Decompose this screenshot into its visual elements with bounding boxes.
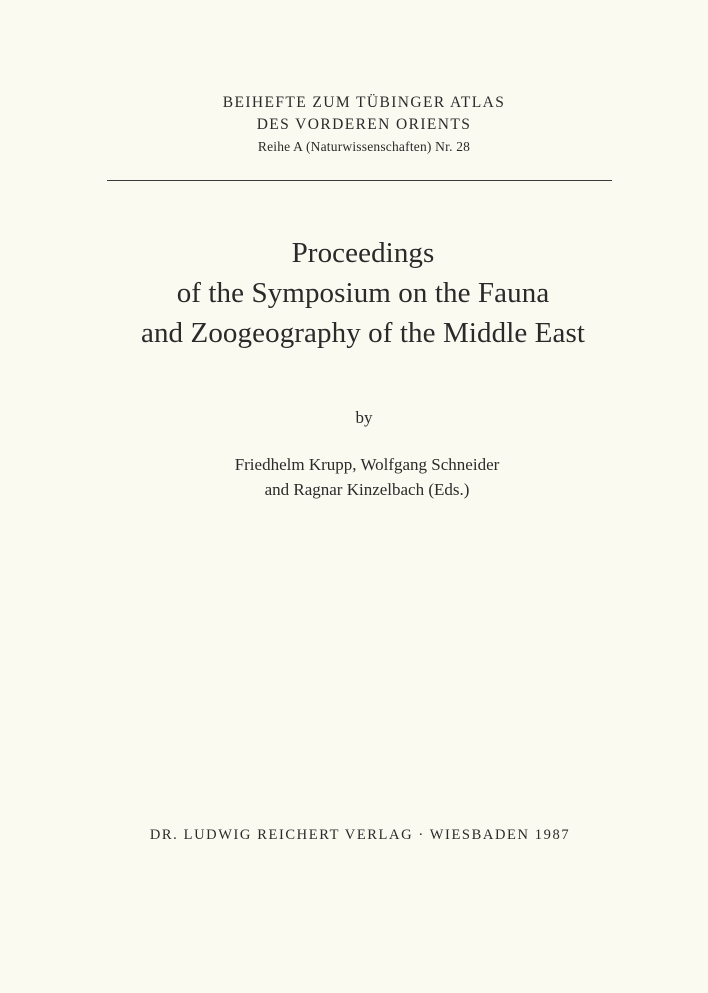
series-line-3: Reihe A (Naturwissenschaften) Nr. 28 xyxy=(257,139,471,154)
book-title xyxy=(0,233,708,353)
authors-line-1: Friedhelm Krupp, Wolfgang Schneider xyxy=(234,455,500,474)
series-line-1: BEIHEFTE ZUM TÜBINGER ATLAS xyxy=(222,94,506,111)
authors-line-2: and Ragnar Kinzelbach (Eds.) xyxy=(264,480,470,499)
publisher-imprint: DR. LUDWIG REICHERT VERLAG · WIESBADEN 1987 xyxy=(149,827,571,843)
title-line-1: Proceedings xyxy=(291,237,435,269)
by-label: by xyxy=(355,408,373,427)
horizontal-rule xyxy=(107,180,612,181)
series-line-2: DES VORDEREN ORIENTS xyxy=(256,116,472,133)
title-line-3: and Zoogeography of the Middle East xyxy=(140,317,586,349)
title-line-2: of the Symposium on the Fauna xyxy=(176,277,550,309)
series-heading xyxy=(0,92,708,158)
authors xyxy=(0,452,708,502)
